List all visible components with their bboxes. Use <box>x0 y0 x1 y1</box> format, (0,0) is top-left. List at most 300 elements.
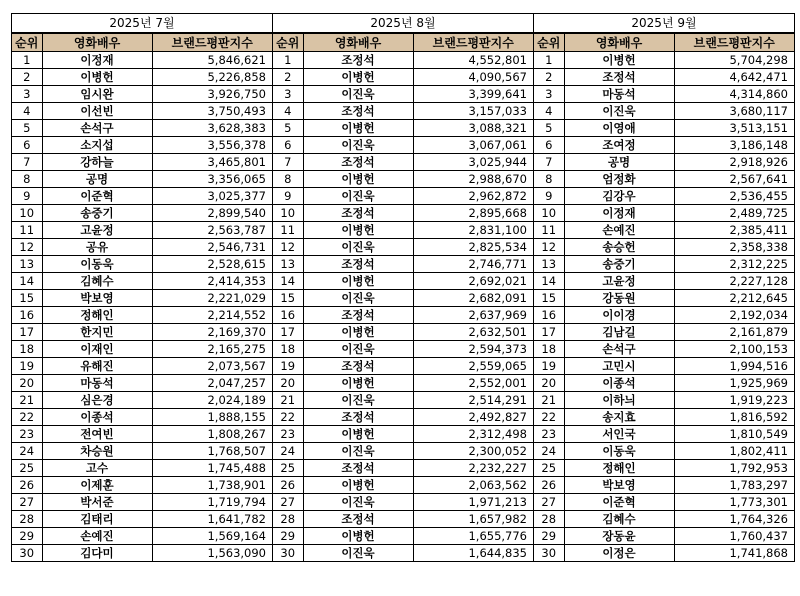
actor-name-cell: 한지민 <box>42 324 152 341</box>
rank-cell: 23 <box>273 426 303 443</box>
actor-name-cell: 이정재 <box>564 205 674 222</box>
brand-score-cell: 5,704,298 <box>674 52 794 69</box>
table-row <box>534 154 794 171</box>
table-row <box>534 256 794 273</box>
brand-score-cell: 2,414,353 <box>152 273 272 290</box>
brand-score-cell: 1,816,592 <box>674 409 794 426</box>
rank-cell: 1 <box>273 52 303 69</box>
ranking-table <box>273 33 533 561</box>
rank-cell: 12 <box>12 239 42 256</box>
brand-score-cell: 1,741,868 <box>674 545 794 562</box>
table-row <box>12 154 272 171</box>
table-row <box>12 222 272 239</box>
rank-cell: 26 <box>534 477 564 494</box>
actor-name-cell: 손예진 <box>564 222 674 239</box>
actor-name-cell: 송중기 <box>564 256 674 273</box>
actor-name-cell: 박보영 <box>42 290 152 307</box>
month-title: 2025년 8월 <box>273 14 533 33</box>
actor-name-cell: 조정석 <box>303 307 413 324</box>
table-row <box>534 324 794 341</box>
table-row <box>534 69 794 86</box>
brand-score-cell: 3,025,377 <box>152 188 272 205</box>
table-row <box>273 392 533 409</box>
actor-name-cell: 임시완 <box>42 86 152 103</box>
table-row <box>534 460 794 477</box>
table-row <box>534 171 794 188</box>
rank-cell: 13 <box>273 256 303 273</box>
ranking-tables <box>11 13 795 562</box>
brand-score-cell: 1,644,835 <box>413 545 533 562</box>
actor-name-cell: 이정재 <box>42 52 152 69</box>
rank-cell: 25 <box>534 460 564 477</box>
table-row <box>273 239 533 256</box>
table-row <box>273 409 533 426</box>
table-row <box>273 205 533 222</box>
rank-cell: 4 <box>12 103 42 120</box>
brand-score-cell: 2,637,969 <box>413 307 533 324</box>
brand-score-cell: 1,768,507 <box>152 443 272 460</box>
table-row <box>12 324 272 341</box>
actor-name-cell: 이이경 <box>564 307 674 324</box>
actor-name-cell: 이병헌 <box>303 222 413 239</box>
actor-name-cell: 마동석 <box>42 375 152 392</box>
rank-cell: 6 <box>534 137 564 154</box>
actor-name-cell: 손석구 <box>42 120 152 137</box>
actor-name-cell: 강동원 <box>564 290 674 307</box>
rank-cell: 16 <box>12 307 42 324</box>
rank-cell: 22 <box>273 409 303 426</box>
actor-name-cell: 김다미 <box>42 545 152 562</box>
table-row <box>12 375 272 392</box>
actor-name-cell: 공유 <box>42 239 152 256</box>
actor-name-cell: 이진욱 <box>303 137 413 154</box>
actor-name-cell: 박보영 <box>564 477 674 494</box>
actor-name-cell: 이병헌 <box>303 120 413 137</box>
brand-score-cell: 3,750,493 <box>152 103 272 120</box>
rank-cell: 19 <box>273 358 303 375</box>
table-row <box>273 494 533 511</box>
rank-cell: 25 <box>273 460 303 477</box>
brand-score-cell: 3,067,061 <box>413 137 533 154</box>
brand-score-cell: 3,356,065 <box>152 171 272 188</box>
table-row <box>534 358 794 375</box>
rank-cell: 15 <box>273 290 303 307</box>
brand-score-cell: 1,569,164 <box>152 528 272 545</box>
table-row <box>12 443 272 460</box>
table-row <box>534 188 794 205</box>
brand-score-cell: 3,399,641 <box>413 86 533 103</box>
actor-name-cell: 손석구 <box>564 341 674 358</box>
brand-score-cell: 3,926,750 <box>152 86 272 103</box>
rank-cell: 20 <box>12 375 42 392</box>
ranking-table <box>12 33 272 561</box>
actor-name-cell: 조정석 <box>564 69 674 86</box>
brand-score-cell: 1,994,516 <box>674 358 794 375</box>
rank-cell: 26 <box>12 477 42 494</box>
brand-score-cell: 5,846,621 <box>152 52 272 69</box>
actor-name-cell: 손예진 <box>42 528 152 545</box>
table-row <box>534 86 794 103</box>
brand-score-cell: 2,312,498 <box>413 426 533 443</box>
brand-score-cell: 2,918,926 <box>674 154 794 171</box>
brand-score-cell: 2,563,787 <box>152 222 272 239</box>
score-header: 브랜드평판지수 <box>152 34 272 52</box>
actor-name-cell: 이진욱 <box>303 86 413 103</box>
brand-score-cell: 3,088,321 <box>413 120 533 137</box>
table-row <box>12 426 272 443</box>
rank-cell: 4 <box>273 103 303 120</box>
rank-cell: 10 <box>273 205 303 222</box>
brand-score-cell: 1,773,301 <box>674 494 794 511</box>
table-row <box>534 477 794 494</box>
rank-cell: 21 <box>534 392 564 409</box>
table-row <box>534 120 794 137</box>
brand-score-cell: 1,802,411 <box>674 443 794 460</box>
table-row <box>12 460 272 477</box>
table-row <box>12 239 272 256</box>
actor-name-cell: 소지섭 <box>42 137 152 154</box>
rank-cell: 6 <box>273 137 303 154</box>
actor-name-cell: 정해인 <box>564 460 674 477</box>
rank-cell: 9 <box>12 188 42 205</box>
rank-cell: 5 <box>273 120 303 137</box>
rank-cell: 22 <box>12 409 42 426</box>
brand-score-cell: 2,489,725 <box>674 205 794 222</box>
rank-header: 순위 <box>273 34 303 52</box>
brand-score-cell: 2,165,275 <box>152 341 272 358</box>
brand-score-cell: 2,594,373 <box>413 341 533 358</box>
score-header: 브랜드평판지수 <box>674 34 794 52</box>
table-row <box>273 222 533 239</box>
brand-score-cell: 1,657,982 <box>413 511 533 528</box>
table-row <box>273 528 533 545</box>
actor-name-cell: 심은경 <box>42 392 152 409</box>
rank-cell: 5 <box>12 120 42 137</box>
brand-score-cell: 2,546,731 <box>152 239 272 256</box>
table-row <box>534 426 794 443</box>
table-row <box>534 409 794 426</box>
actor-name-cell: 조정석 <box>303 358 413 375</box>
rank-cell: 10 <box>12 205 42 222</box>
actor-name-cell: 이하늬 <box>564 392 674 409</box>
brand-score-cell: 5,226,858 <box>152 69 272 86</box>
table-row <box>12 69 272 86</box>
brand-score-cell: 1,925,969 <box>674 375 794 392</box>
rank-cell: 3 <box>12 86 42 103</box>
actor-name-cell: 이병헌 <box>303 69 413 86</box>
table-row <box>273 273 533 290</box>
actor-name-cell: 이진욱 <box>303 188 413 205</box>
brand-score-cell: 2,358,338 <box>674 239 794 256</box>
table-row <box>273 511 533 528</box>
month-title: 2025년 7월 <box>12 14 272 33</box>
rank-cell: 11 <box>534 222 564 239</box>
actor-name-cell: 송중기 <box>42 205 152 222</box>
actor-name-cell: 이재인 <box>42 341 152 358</box>
table-row <box>534 511 794 528</box>
actor-name-cell: 이진욱 <box>303 443 413 460</box>
brand-score-cell: 2,385,411 <box>674 222 794 239</box>
table-row <box>12 137 272 154</box>
brand-score-cell: 1,919,223 <box>674 392 794 409</box>
rank-cell: 28 <box>534 511 564 528</box>
brand-score-cell: 4,642,471 <box>674 69 794 86</box>
table-row <box>534 52 794 69</box>
actor-name-cell: 이종석 <box>42 409 152 426</box>
actor-name-cell: 이병헌 <box>303 324 413 341</box>
rank-cell: 24 <box>534 443 564 460</box>
brand-score-cell: 2,536,455 <box>674 188 794 205</box>
brand-score-cell: 1,971,213 <box>413 494 533 511</box>
rank-cell: 4 <box>534 103 564 120</box>
actor-name-cell: 이준혁 <box>564 494 674 511</box>
rank-cell: 8 <box>534 171 564 188</box>
rank-cell: 17 <box>273 324 303 341</box>
table-row <box>273 188 533 205</box>
brand-score-cell: 2,988,670 <box>413 171 533 188</box>
table-row <box>534 494 794 511</box>
actor-name-cell: 이영애 <box>564 120 674 137</box>
rank-cell: 12 <box>273 239 303 256</box>
brand-score-cell: 2,528,615 <box>152 256 272 273</box>
table-row <box>12 290 272 307</box>
rank-header: 순위 <box>534 34 564 52</box>
actor-name-cell: 김혜수 <box>564 511 674 528</box>
rank-cell: 19 <box>12 358 42 375</box>
table-row <box>12 494 272 511</box>
brand-score-cell: 1,745,488 <box>152 460 272 477</box>
actor-name-cell: 이동욱 <box>42 256 152 273</box>
rank-cell: 9 <box>534 188 564 205</box>
table-row <box>273 103 533 120</box>
rank-cell: 8 <box>12 171 42 188</box>
brand-score-cell: 2,063,562 <box>413 477 533 494</box>
brand-score-cell: 1,719,794 <box>152 494 272 511</box>
table-row <box>534 137 794 154</box>
actor-name-cell: 이동욱 <box>564 443 674 460</box>
brand-score-cell: 1,888,155 <box>152 409 272 426</box>
rank-cell: 30 <box>273 545 303 562</box>
brand-score-cell: 2,169,370 <box>152 324 272 341</box>
brand-score-cell: 2,214,552 <box>152 307 272 324</box>
rank-cell: 14 <box>273 273 303 290</box>
rank-cell: 14 <box>534 273 564 290</box>
table-row <box>534 290 794 307</box>
table-row <box>12 171 272 188</box>
rank-cell: 6 <box>12 137 42 154</box>
rank-cell: 16 <box>534 307 564 324</box>
actor-name-cell: 이진욱 <box>303 239 413 256</box>
actor-name-cell: 이병헌 <box>303 171 413 188</box>
table-row <box>534 375 794 392</box>
rank-cell: 30 <box>12 545 42 562</box>
rank-cell: 22 <box>534 409 564 426</box>
brand-score-cell: 4,552,801 <box>413 52 533 69</box>
brand-score-cell: 3,513,151 <box>674 120 794 137</box>
actor-name-cell: 김남길 <box>564 324 674 341</box>
actor-name-cell: 이진욱 <box>303 392 413 409</box>
brand-score-cell: 3,628,383 <box>152 120 272 137</box>
table-row <box>12 120 272 137</box>
actor-name-cell: 전여빈 <box>42 426 152 443</box>
actor-name-cell: 조여정 <box>564 137 674 154</box>
name-header: 영화배우 <box>42 34 152 52</box>
brand-score-cell: 2,024,189 <box>152 392 272 409</box>
table-row <box>12 86 272 103</box>
rank-cell: 14 <box>12 273 42 290</box>
table-row <box>534 545 794 562</box>
rank-cell: 10 <box>534 205 564 222</box>
table-row <box>273 154 533 171</box>
actor-name-cell: 김강우 <box>564 188 674 205</box>
actor-name-cell: 김태리 <box>42 511 152 528</box>
rank-cell: 7 <box>534 154 564 171</box>
actor-name-cell: 공명 <box>564 154 674 171</box>
table-row <box>12 392 272 409</box>
rank-cell: 28 <box>273 511 303 528</box>
rank-header: 순위 <box>12 34 42 52</box>
table-row <box>273 137 533 154</box>
rank-cell: 15 <box>534 290 564 307</box>
rank-cell: 7 <box>273 154 303 171</box>
table-row <box>534 307 794 324</box>
table-row <box>12 103 272 120</box>
actor-name-cell: 이종석 <box>564 375 674 392</box>
table-row <box>534 205 794 222</box>
table-row <box>273 324 533 341</box>
month-panel <box>534 13 795 562</box>
actor-name-cell: 송승헌 <box>564 239 674 256</box>
rank-cell: 20 <box>273 375 303 392</box>
actor-name-cell: 고윤정 <box>564 273 674 290</box>
rank-cell: 21 <box>12 392 42 409</box>
brand-score-cell: 2,047,257 <box>152 375 272 392</box>
brand-score-cell: 1,810,549 <box>674 426 794 443</box>
actor-name-cell: 김혜수 <box>42 273 152 290</box>
actor-name-cell: 마동석 <box>564 86 674 103</box>
header-row <box>12 34 272 52</box>
table-row <box>12 273 272 290</box>
actor-name-cell: 공명 <box>42 171 152 188</box>
brand-score-cell: 4,314,860 <box>674 86 794 103</box>
brand-score-cell: 2,692,021 <box>413 273 533 290</box>
table-row <box>273 341 533 358</box>
table-row <box>534 103 794 120</box>
rank-cell: 3 <box>534 86 564 103</box>
brand-score-cell: 2,073,567 <box>152 358 272 375</box>
actor-name-cell: 고민시 <box>564 358 674 375</box>
actor-name-cell: 고수 <box>42 460 152 477</box>
score-header: 브랜드평판지수 <box>413 34 533 52</box>
brand-score-cell: 2,632,501 <box>413 324 533 341</box>
actor-name-cell: 조정석 <box>303 52 413 69</box>
actor-name-cell: 박서준 <box>42 494 152 511</box>
table-row <box>534 222 794 239</box>
actor-name-cell: 이병헌 <box>42 69 152 86</box>
brand-score-cell: 2,895,668 <box>413 205 533 222</box>
rank-cell: 29 <box>534 528 564 545</box>
rank-cell: 28 <box>12 511 42 528</box>
brand-score-cell: 2,100,153 <box>674 341 794 358</box>
table-row <box>273 86 533 103</box>
rank-cell: 9 <box>273 188 303 205</box>
brand-score-cell: 2,312,225 <box>674 256 794 273</box>
actor-name-cell: 유해진 <box>42 358 152 375</box>
brand-score-cell: 2,746,771 <box>413 256 533 273</box>
rank-cell: 24 <box>273 443 303 460</box>
brand-score-cell: 2,962,872 <box>413 188 533 205</box>
actor-name-cell: 이정은 <box>564 545 674 562</box>
brand-score-cell: 3,680,117 <box>674 103 794 120</box>
rank-cell: 11 <box>273 222 303 239</box>
rank-cell: 1 <box>534 52 564 69</box>
brand-score-cell: 2,567,641 <box>674 171 794 188</box>
brand-score-cell: 2,192,034 <box>674 307 794 324</box>
actor-name-cell: 이제훈 <box>42 477 152 494</box>
table-row <box>534 239 794 256</box>
brand-score-cell: 3,465,801 <box>152 154 272 171</box>
brand-score-cell: 4,090,567 <box>413 69 533 86</box>
header-row <box>534 34 794 52</box>
table-row <box>273 375 533 392</box>
table-row <box>273 256 533 273</box>
month-panel <box>273 13 534 562</box>
table-row <box>12 477 272 494</box>
rank-cell: 26 <box>273 477 303 494</box>
table-row <box>534 341 794 358</box>
brand-score-cell: 1,760,437 <box>674 528 794 545</box>
table-row <box>12 409 272 426</box>
rank-cell: 16 <box>273 307 303 324</box>
brand-score-cell: 2,825,534 <box>413 239 533 256</box>
rank-cell: 2 <box>273 69 303 86</box>
actor-name-cell: 이병헌 <box>303 375 413 392</box>
brand-score-cell: 2,559,065 <box>413 358 533 375</box>
rank-cell: 2 <box>534 69 564 86</box>
rank-cell: 17 <box>12 324 42 341</box>
actor-name-cell: 이진욱 <box>303 290 413 307</box>
actor-name-cell: 이병헌 <box>303 273 413 290</box>
table-row <box>273 426 533 443</box>
brand-score-cell: 3,556,378 <box>152 137 272 154</box>
brand-score-cell: 2,682,091 <box>413 290 533 307</box>
brand-score-cell: 1,792,953 <box>674 460 794 477</box>
brand-score-cell: 1,764,326 <box>674 511 794 528</box>
brand-score-cell: 2,221,029 <box>152 290 272 307</box>
actor-name-cell: 서인국 <box>564 426 674 443</box>
brand-score-cell: 1,563,090 <box>152 545 272 562</box>
rank-cell: 27 <box>12 494 42 511</box>
table-row <box>273 358 533 375</box>
actor-name-cell: 이병헌 <box>303 477 413 494</box>
table-row <box>534 443 794 460</box>
brand-score-cell: 2,212,645 <box>674 290 794 307</box>
table-row <box>273 171 533 188</box>
rank-cell: 23 <box>12 426 42 443</box>
rank-cell: 12 <box>534 239 564 256</box>
table-row <box>12 511 272 528</box>
rank-cell: 19 <box>534 358 564 375</box>
name-header: 영화배우 <box>303 34 413 52</box>
actor-name-cell: 조정석 <box>303 511 413 528</box>
actor-name-cell: 조정석 <box>303 409 413 426</box>
rank-cell: 1 <box>12 52 42 69</box>
actor-name-cell: 조정석 <box>303 103 413 120</box>
brand-score-cell: 1,655,776 <box>413 528 533 545</box>
actor-name-cell: 조정석 <box>303 154 413 171</box>
actor-name-cell: 이진욱 <box>303 545 413 562</box>
rank-cell: 17 <box>534 324 564 341</box>
